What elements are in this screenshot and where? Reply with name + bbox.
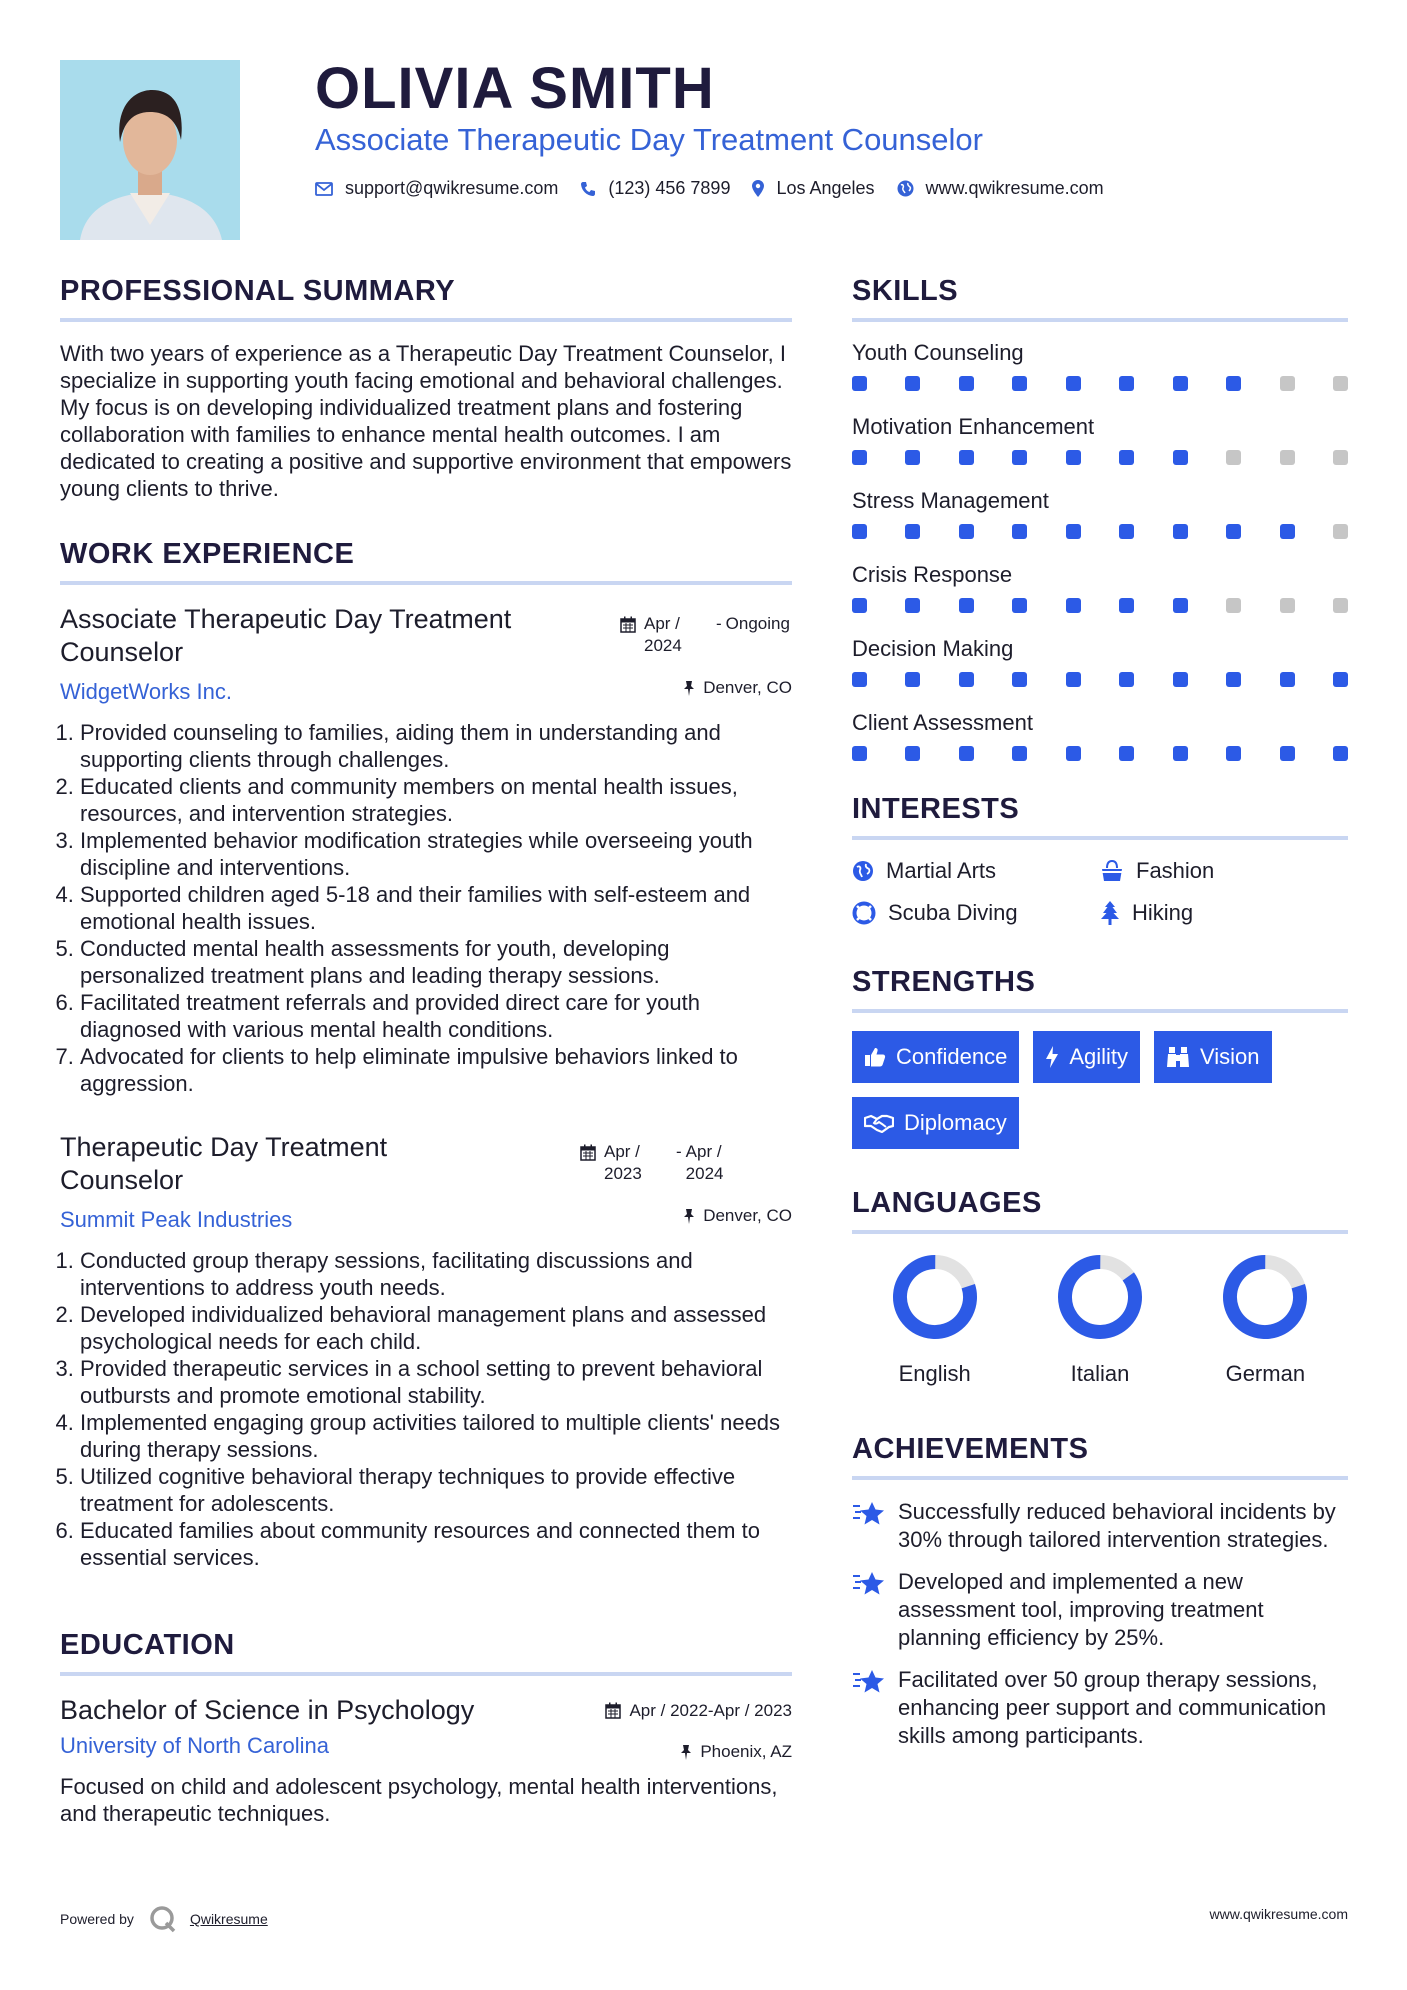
list-item: 4. Implemented engaging group activities tailored to multiple clients' needs during therapy sessions. <box>80 1409 792 1463</box>
rating-dot-filled <box>852 746 867 761</box>
section-divider <box>60 1672 792 1676</box>
pin-icon <box>683 680 695 696</box>
rating-dot-filled <box>1012 524 1027 539</box>
job-company: WidgetWorks Inc. <box>60 679 232 704</box>
rating-dot-empty <box>1280 598 1295 613</box>
footer-brand-link[interactable]: Qwikresume <box>189 1911 268 1927</box>
strength-label: Agility <box>1069 1044 1128 1069</box>
contact-website[interactable] <box>897 178 1104 199</box>
education-heading: EDUCATION <box>60 1629 235 1661</box>
rating-dot-filled <box>1012 376 1027 391</box>
achievement-text: Developed and implemented a new assessment tool, improving treatment planning efficiency by 25%. <box>898 1569 1264 1650</box>
rating-dot-empty <box>1280 376 1295 391</box>
job-location <box>683 1206 792 1226</box>
rating-dot-filled <box>852 376 867 391</box>
interest-item <box>1100 900 1348 926</box>
rating-dot-filled <box>1173 450 1188 465</box>
strength-badge <box>852 1031 1019 1083</box>
rating-dot-filled <box>1226 746 1241 761</box>
rating-dot-filled <box>959 598 974 613</box>
location-text: Los Angeles <box>776 178 875 198</box>
rating-dot-filled <box>905 598 920 613</box>
envelope-icon <box>315 182 333 196</box>
globe-icon <box>852 860 874 882</box>
skill-rating <box>852 672 1348 687</box>
footer-powered-by <box>60 1904 268 1934</box>
tree-icon <box>1100 901 1120 925</box>
rating-dot-filled <box>1173 376 1188 391</box>
rating-dot-empty <box>1226 450 1241 465</box>
rating-dot-empty <box>1333 450 1348 465</box>
rating-dot-empty <box>1333 598 1348 613</box>
education-dates <box>605 1700 792 1722</box>
interest-item <box>1100 858 1348 884</box>
job-entry <box>60 603 792 1097</box>
life-ring-icon <box>852 901 876 925</box>
degree-title: Bachelor of Science in Psychology <box>60 1695 475 1725</box>
list-item: 2. Developed individualized behavioral management plans and assessed psychological needs for each child. <box>80 1301 792 1355</box>
job-end-date: Ongoing <box>725 614 790 633</box>
right-column <box>852 275 1348 1764</box>
interest-label: Scuba Diving <box>888 900 1018 925</box>
interest-label: Fashion <box>1136 858 1215 883</box>
skill-row <box>852 340 1348 391</box>
skill-row <box>852 562 1348 613</box>
achievements-heading: ACHIEVEMENTS <box>852 1433 1089 1465</box>
languages-heading: LANGUAGES <box>852 1187 1042 1219</box>
job-entry <box>60 1131 792 1571</box>
rating-dot-filled <box>1119 746 1134 761</box>
section-divider <box>852 1476 1348 1480</box>
school-name: University of North Carolina <box>60 1733 329 1758</box>
email-text: support@qwikresume.com <box>345 178 559 198</box>
skill-rating <box>852 524 1348 539</box>
binoculars-icon <box>1166 1046 1190 1068</box>
rating-dot-filled <box>1280 746 1295 761</box>
job-bullets <box>60 719 792 1097</box>
languages-section <box>852 1187 1348 1387</box>
skill-label: Stress Management <box>852 488 1049 513</box>
rating-dot-filled <box>1280 672 1295 687</box>
rating-dot-filled <box>1226 672 1241 687</box>
phone-icon <box>580 181 596 197</box>
list-item: 3. Implemented behavior modification strategies while overseeing youth discipline and interventions. <box>80 827 792 881</box>
strength-label: Vision <box>1200 1044 1260 1069</box>
interests-heading: INTERESTS <box>852 793 1020 825</box>
candidate-headline: Associate Therapeutic Day Treatment Counselor <box>315 122 983 157</box>
skill-row <box>852 488 1348 539</box>
rating-dot-filled <box>905 524 920 539</box>
education-location-text: Phoenix, AZ <box>700 1742 792 1761</box>
list-item: 6. Educated families about community resources and connected them to essential services. <box>80 1517 792 1571</box>
job-title: Associate Therapeutic Day Treatment Counselor <box>60 604 512 667</box>
section-divider <box>852 836 1348 840</box>
rating-dot-filled <box>1066 598 1081 613</box>
map-pin-icon <box>752 180 764 197</box>
skill-label: Youth Counseling <box>852 340 1024 365</box>
education-entry <box>60 1694 792 1827</box>
strength-badge <box>1154 1031 1272 1083</box>
powered-by-label: Powered by <box>60 1911 134 1927</box>
list-item: 1. Provided counseling to families, aiding them in understanding and supporting clients through challenges. <box>80 719 792 773</box>
interests-list <box>852 858 1348 926</box>
strengths-heading: STRENGTHS <box>852 966 1036 998</box>
contact-bar <box>315 178 1126 199</box>
job-location-text: Denver, CO <box>703 678 792 697</box>
rating-dot-filled <box>1173 672 1188 687</box>
education-dates-text: Apr / 2022-Apr / 2023 <box>629 1701 792 1720</box>
star-icon <box>852 1668 886 1696</box>
rating-dot-filled <box>1119 524 1134 539</box>
rating-dot-empty <box>1226 598 1241 613</box>
rating-dot-filled <box>1119 376 1134 391</box>
language-donut <box>1220 1252 1310 1342</box>
rating-dot-filled <box>852 672 867 687</box>
rating-dot-filled <box>1280 524 1295 539</box>
skill-row <box>852 414 1348 465</box>
qwikresume-logo-icon <box>148 1904 178 1934</box>
rating-dot-filled <box>1173 746 1188 761</box>
star-icon <box>852 1570 886 1598</box>
job-company: Summit Peak Industries <box>60 1207 293 1232</box>
rating-dot-filled <box>1066 376 1081 391</box>
skill-row <box>852 710 1348 761</box>
star-icon <box>852 1500 886 1528</box>
job-dates: Apr / 2023 - Apr / 2024 <box>580 1141 742 1185</box>
interests-section <box>852 793 1348 926</box>
list-item: 3. Provided therapeutic services in a school setting to prevent behavioral outbursts and promote emotional stability. <box>80 1355 792 1409</box>
rating-dot-filled <box>959 524 974 539</box>
list-item: 5. Utilized cognitive behavioral therapy techniques to provide effective treatment for adolescents. <box>80 1463 792 1517</box>
job-location-text: Denver, CO <box>703 1206 792 1225</box>
rating-dot-filled <box>1066 672 1081 687</box>
summary-text: With two years of experience as a Therapeutic Day Treatment Counselor, I specialize in supporting youth facing emotional and behavioral challenges. My focus is on developing individualized treatment plans and fostering collaboration with families to enhance mental health outcomes. I am dedicated to creating a positive and supportive environment that empowers young clients to thrive. <box>60 341 792 501</box>
rating-dot-filled <box>905 376 920 391</box>
rating-dot-filled <box>1012 746 1027 761</box>
interest-item <box>852 858 1100 884</box>
thumbs-up-icon <box>864 1047 886 1067</box>
donut-fill <box>1055 1252 1145 1342</box>
strength-badge <box>1033 1031 1140 1083</box>
rating-dot-filled <box>959 450 974 465</box>
website-text: www.qwikresume.com <box>925 178 1104 198</box>
rating-dot-filled <box>959 672 974 687</box>
job-title: Therapeutic Day Treatment Counselor <box>60 1132 388 1195</box>
strength-label: Confidence <box>896 1044 1008 1069</box>
rating-dot-filled <box>905 672 920 687</box>
language-name: English <box>898 1361 971 1386</box>
language-name: German <box>1225 1361 1306 1386</box>
list-item: 1. Conducted group therapy sessions, facilitating discussions and interventions to address youth needs. <box>80 1247 792 1301</box>
donut-fill <box>891 1253 979 1341</box>
bolt-icon <box>1045 1046 1059 1068</box>
language-item <box>852 1252 1017 1387</box>
rating-dot-filled <box>1119 672 1134 687</box>
pin-icon <box>680 1744 692 1760</box>
skill-rating <box>852 450 1348 465</box>
strength-label: Diplomacy <box>904 1110 1007 1135</box>
education-section <box>60 1629 792 1827</box>
strengths-list <box>852 1031 1348 1149</box>
list-item: 2. Educated clients and community members on mental health issues, resources, and intervention strategies. <box>80 773 792 827</box>
skills-section <box>852 275 1348 761</box>
education-description: Focused on child and adolescent psychology, mental health interventions, and therapeutic techniques. <box>60 1774 778 1826</box>
achievement-item <box>852 1568 1348 1652</box>
list-item: 7. Advocated for clients to help eliminate impulsive behaviors linked to aggression. <box>80 1043 792 1097</box>
skill-label: Decision Making <box>852 636 1014 661</box>
list-item: 6. Facilitated treatment referrals and provided direct care for youth diagnosed with various mental health conditions. <box>80 989 792 1043</box>
strengths-section <box>852 966 1348 1149</box>
profile-photo <box>60 60 240 240</box>
language-donut <box>1055 1252 1145 1342</box>
achievement-text: Facilitated over 50 group therapy sessions, enhancing peer support and communication skills among participants. <box>898 1667 1327 1748</box>
skill-label: Crisis Response <box>852 562 1013 587</box>
calendar-icon <box>620 616 636 633</box>
donut-fill <box>1221 1253 1309 1341</box>
rating-dot-filled <box>852 598 867 613</box>
job-bullets <box>60 1247 792 1571</box>
rating-dot-empty <box>1333 524 1348 539</box>
skill-label: Client Assessment <box>852 710 1033 735</box>
interest-label: Martial Arts <box>886 858 997 883</box>
rating-dot-filled <box>905 746 920 761</box>
job-end-date: Apr / 2024 <box>685 1142 724 1183</box>
skill-label: Motivation Enhancement <box>852 414 1095 439</box>
interest-item <box>852 900 1100 926</box>
rating-dot-empty <box>1280 450 1295 465</box>
rating-dot-filled <box>959 746 974 761</box>
rating-dot-filled <box>1012 450 1027 465</box>
footer-website-link[interactable]: www.qwikresume.com <box>1209 1906 1348 1922</box>
rating-dot-filled <box>1333 672 1348 687</box>
skills-list <box>852 340 1348 761</box>
shopping-bag-icon <box>1100 860 1124 882</box>
achievements-section <box>852 1433 1348 1750</box>
rating-dot-filled <box>852 524 867 539</box>
list-item: 4. Supported children aged 5-18 and their families with self-esteem and emotional health issues. <box>80 881 792 935</box>
rating-dot-filled <box>1066 450 1081 465</box>
job-dates: Apr / 2024 - Ongoing <box>620 613 782 657</box>
globe-icon <box>897 180 914 197</box>
rating-dot-filled <box>1226 376 1241 391</box>
skill-rating <box>852 746 1348 761</box>
section-divider <box>60 318 792 322</box>
rating-dot-empty <box>1333 376 1348 391</box>
experience-heading: WORK EXPERIENCE <box>60 538 355 570</box>
pin-icon <box>683 1208 695 1224</box>
language-item <box>1183 1252 1348 1387</box>
contact-phone[interactable] <box>580 178 730 199</box>
job-start-date: Apr / 2023 <box>604 1142 642 1183</box>
skills-heading: SKILLS <box>852 275 959 307</box>
language-donut <box>890 1252 980 1342</box>
languages-list <box>852 1252 1348 1387</box>
section-divider <box>60 581 792 585</box>
achievement-item <box>852 1498 1348 1554</box>
achievement-item <box>852 1666 1348 1750</box>
rating-dot-filled <box>1066 524 1081 539</box>
section-divider <box>852 1230 1348 1234</box>
list-item: 5. Conducted mental health assessments for youth, developing personalized treatment plans and leading therapy sessions. <box>80 935 792 989</box>
rating-dot-filled <box>1173 598 1188 613</box>
rating-dot-filled <box>1333 746 1348 761</box>
language-name: Italian <box>1070 1361 1130 1386</box>
rating-dot-filled <box>1012 598 1027 613</box>
handshake-icon <box>864 1113 894 1133</box>
contact-email[interactable] <box>315 178 558 199</box>
section-divider <box>852 1009 1348 1013</box>
calendar-icon <box>580 1144 596 1161</box>
interest-label: Hiking <box>1132 900 1194 925</box>
rating-dot-filled <box>905 450 920 465</box>
skill-rating <box>852 598 1348 613</box>
candidate-name: OLIVIA SMITH <box>315 56 715 121</box>
skill-row <box>852 636 1348 687</box>
rating-dot-filled <box>1173 524 1188 539</box>
job-start-date: Apr / 2024 <box>644 614 682 655</box>
rating-dot-filled <box>1012 672 1027 687</box>
strength-badge <box>852 1097 1019 1149</box>
experience-section <box>60 538 792 1571</box>
rating-dot-filled <box>1119 450 1134 465</box>
education-location <box>680 1742 792 1762</box>
contact-location <box>752 178 874 199</box>
skill-rating <box>852 376 1348 391</box>
rating-dot-filled <box>1226 524 1241 539</box>
language-item <box>1017 1252 1182 1387</box>
left-column <box>60 275 792 1827</box>
phone-text: (123) 456 7899 <box>608 178 731 198</box>
job-location <box>683 678 792 698</box>
summary-section <box>60 275 792 502</box>
rating-dot-filled <box>1066 746 1081 761</box>
calendar-icon <box>605 1702 621 1719</box>
rating-dot-filled <box>852 450 867 465</box>
section-divider <box>852 318 1348 322</box>
rating-dot-filled <box>1119 598 1134 613</box>
achievement-text: Successfully reduced behavioral incidents by 30% through tailored intervention strategies. <box>898 1499 1336 1552</box>
summary-heading: PROFESSIONAL SUMMARY <box>60 275 456 307</box>
rating-dot-filled <box>959 376 974 391</box>
